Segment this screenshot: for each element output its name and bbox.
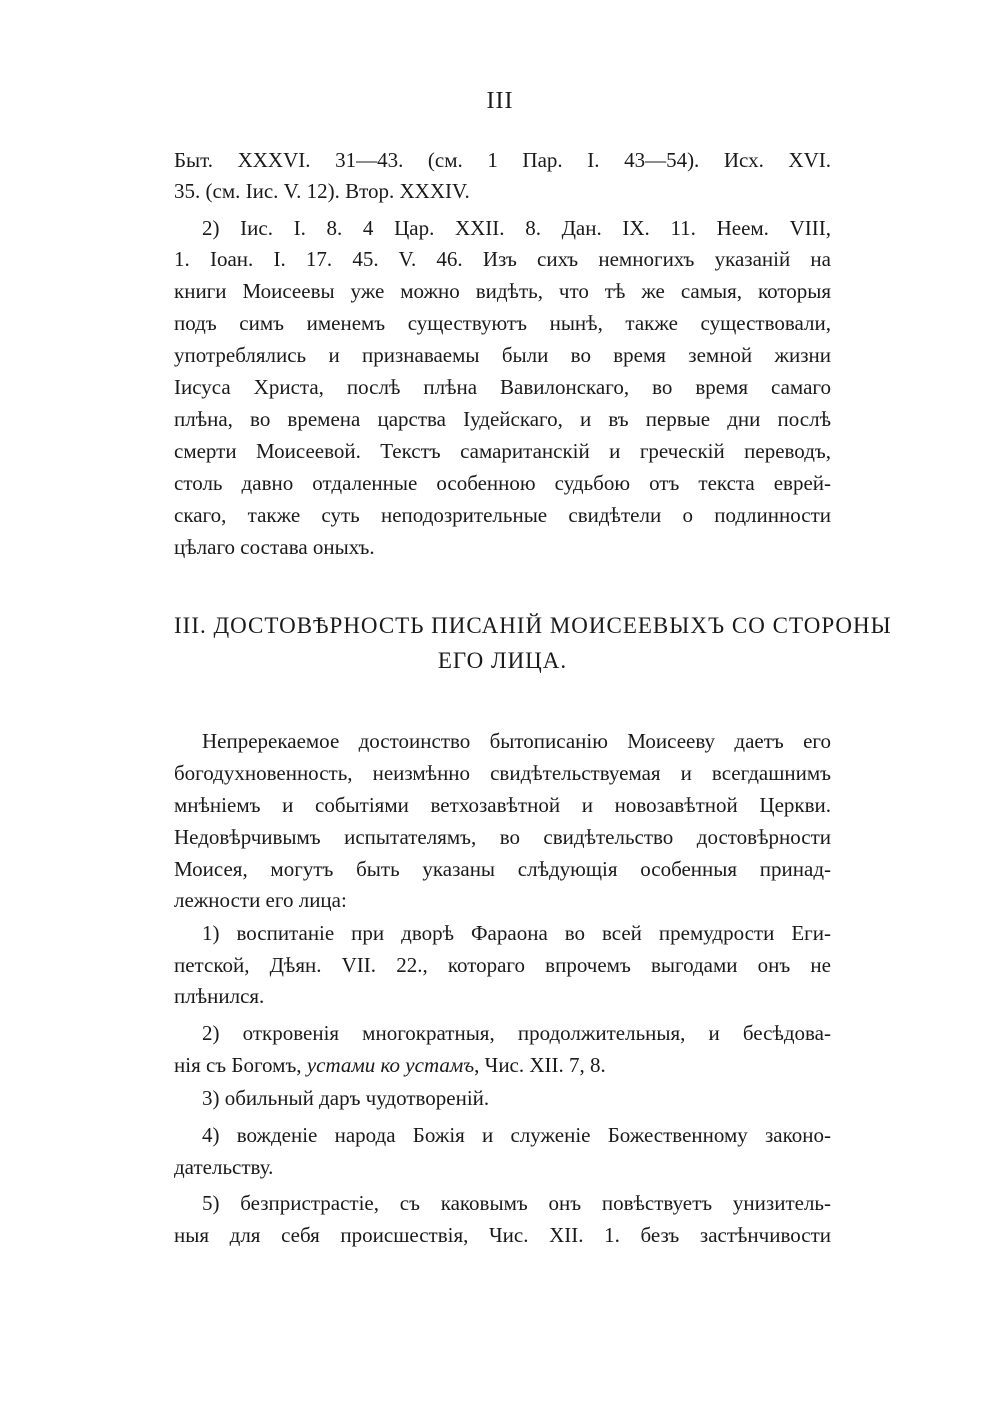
list-item-line: дательству. (174, 1155, 274, 1179)
text-line: столь давно отдаленные особенною судьбою отъ текста еврей- (174, 471, 831, 495)
list-item-line: плѣнился. (174, 984, 265, 1008)
list-item-line: петской, Дѣян. VII. 22., котораго впрочемъ выгодами онъ не (174, 953, 831, 977)
text-line: Моисея, могутъ быть указаны слѣдующія особенныя принад- (174, 857, 831, 881)
text-line: Iисуса Христа, послѣ плѣна Вавилонскаго, во время самаго (174, 375, 831, 399)
text-line: плѣна, во времена царства Iудейскаго, и въ первые дни послѣ (174, 407, 831, 431)
text-line: употреблялись и признаваемы были во время земной жизни (174, 343, 831, 367)
text-line: цѣлаго состава оныхъ. (174, 535, 375, 559)
text-line: 2) Iис. I. 8. 4 Цар. XXII. 8. Дан. IX. 11. Неем. VIII, (202, 216, 831, 240)
text-line: 1. Iоан. I. 17. 45. V. 46. Изъ сихъ немногихъ указаній на (174, 247, 831, 271)
section-title-continuation: ЕГО ЛИЦА. (437, 648, 568, 673)
list-item-text: нія съ Богомъ, (174, 1053, 302, 1077)
text-line: смерти Моисеевой. Текстъ самаританскій и греческій переводъ, (174, 439, 831, 463)
section-title: III. ДОСТОВѢРНОСТЬ ПИСАНІЙ МОИСЕЕВЫХЪ СО СТОРОНЫ (174, 613, 892, 638)
text-line: книги Моисеевы уже можно видѣть, что тѣ же самыя, которыя (174, 279, 831, 303)
page-number: III (486, 88, 514, 114)
text-line: Недовѣрчивымъ испытателямъ, во свидѣтельство достовѣрности (174, 825, 831, 849)
list-item-line: 3) обильный даръ чудотвореній. (202, 1086, 490, 1110)
list-item-text: , Чис. XII. 7, 8. (474, 1053, 606, 1077)
text-line: лежности его лица: (174, 888, 347, 912)
list-item-line: 5) безпристрастіе, съ каковымъ онъ повѣствуетъ унизитель- (202, 1191, 831, 1215)
text-line: подъ симъ именемъ существуютъ нынѣ, также существовали, (174, 311, 831, 335)
text-line: мнѣніемъ и событіями ветхозавѣтной и новозавѣтной Церкви. (174, 793, 831, 817)
list-item-line: 4) вожденіе народа Божія и служеніе Божественному законо- (202, 1123, 831, 1147)
list-item-line (174, 1050, 831, 1080)
text-line: богодухновенность, неизмѣнно свидѣтельствуемая и всегдашнимъ (174, 761, 831, 785)
text-line: Непререкаемое достоинство бытописанію Моисееву даетъ его (202, 729, 831, 753)
list-item-line: ныя для себя происшествія, Чис. XII. 1. безъ застѣнчивости (174, 1223, 831, 1247)
list-item-line: 1) воспитаніе при дворѣ Фараона во всей премудрости Еги- (202, 921, 831, 945)
text-line: Быт. XXXVI. 31—43. (см. 1 Пар. I. 43—54). Исх. XVI. (174, 148, 831, 172)
text-line: 35. (см. Iис. V. 12). Втор. XXXIV. (174, 179, 470, 203)
italic-quote: устами ко устамъ (306, 1053, 475, 1077)
list-item-line: 2) откровенія многократныя, продолжительныя, и бесѣдова- (202, 1021, 831, 1045)
text-line: скаго, также суть неподозрительные свидѣтели о подлинности (174, 503, 831, 527)
